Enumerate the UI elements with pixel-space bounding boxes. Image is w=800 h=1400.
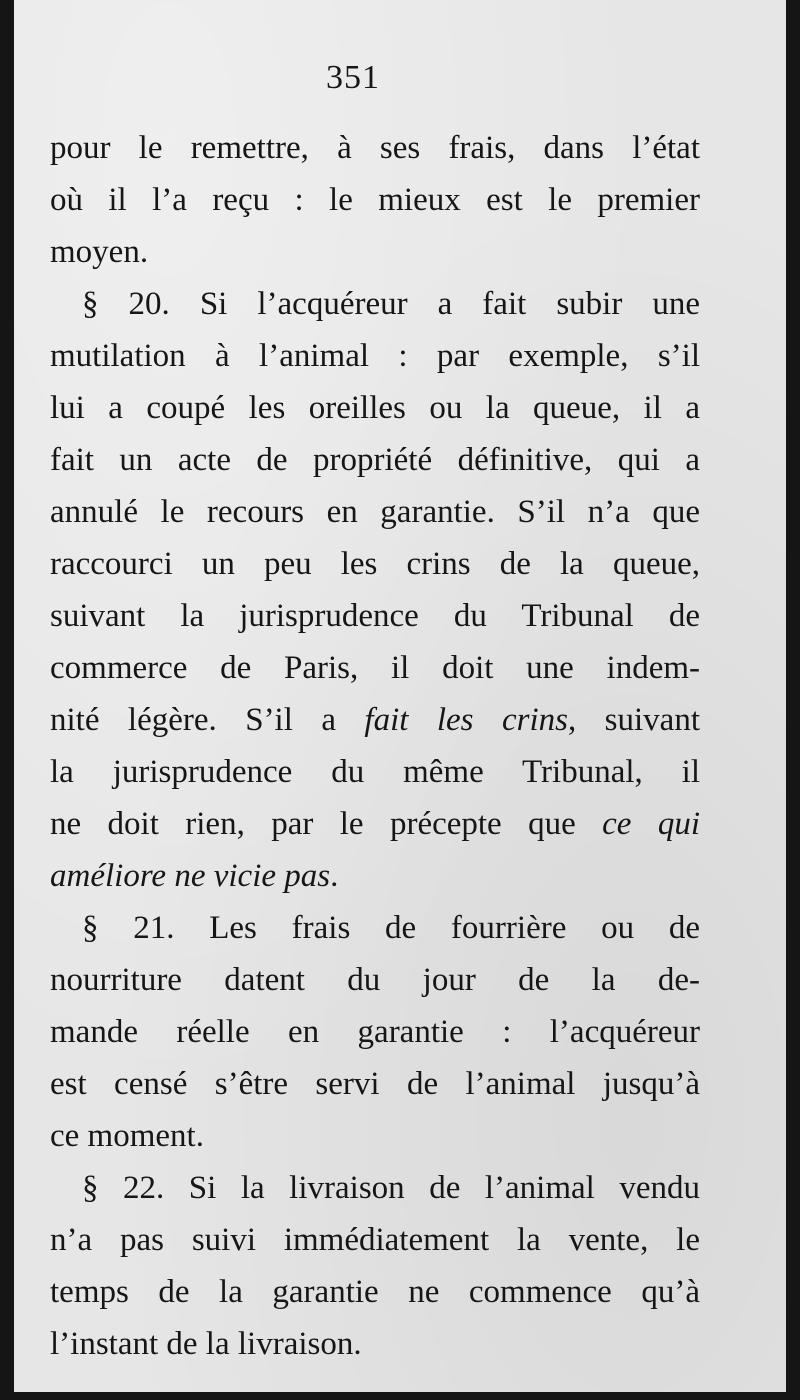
text-line: nourriture datent du jour de la de- xyxy=(50,962,700,998)
text-line: annulé le recours en garantie. S’il n’a que xyxy=(50,494,700,530)
text-line: § 22. Si la livraison de l’animal vendu xyxy=(82,1170,700,1206)
text-line: ce moment. xyxy=(50,1118,204,1154)
text-line: fait un acte de propriété définitive, qui a xyxy=(50,442,700,478)
text-line: ne doit rien, par le précepte que ce qui xyxy=(50,806,700,842)
book-page xyxy=(14,0,786,1392)
text-line: mutilation à l’animal : par exemple, s’il xyxy=(50,338,700,374)
text-line: commerce de Paris, il doit une indem- xyxy=(50,650,700,686)
text-line: l’instant de la livraison. xyxy=(50,1326,362,1362)
text-line: est censé s’être servi de l’animal jusqu’à xyxy=(50,1066,700,1102)
text-line: § 20. Si l’acquéreur a fait subir une xyxy=(82,286,700,322)
text-line: raccourci un peu les crins de la queue, xyxy=(50,546,700,582)
text-line: mande réelle en garantie : l’acquéreur xyxy=(50,1014,700,1050)
text-line: pour le remettre, à ses frais, dans l’état xyxy=(50,130,700,166)
text-line: la jurisprudence du même Tribunal, il xyxy=(50,754,700,790)
text-line: suivant la jurisprudence du Tribunal de xyxy=(50,598,700,634)
text-line: améliore ne vicie pas. xyxy=(50,858,339,894)
text-line: temps de la garantie ne commence qu’à xyxy=(50,1274,700,1310)
text-line: moyen. xyxy=(50,234,149,270)
text-line: § 21. Les frais de fourrière ou de xyxy=(82,910,700,946)
text-line: nité légère. S’il a fait les crins, suivant xyxy=(50,702,700,738)
text-line: n’a pas suivi immédiatement la vente, le xyxy=(50,1222,700,1258)
page-number: 351 xyxy=(326,59,380,96)
text-line: où il l’a reçu : le mieux est le premier xyxy=(50,182,700,218)
text-line: lui a coupé les oreilles ou la queue, il a xyxy=(50,390,700,426)
